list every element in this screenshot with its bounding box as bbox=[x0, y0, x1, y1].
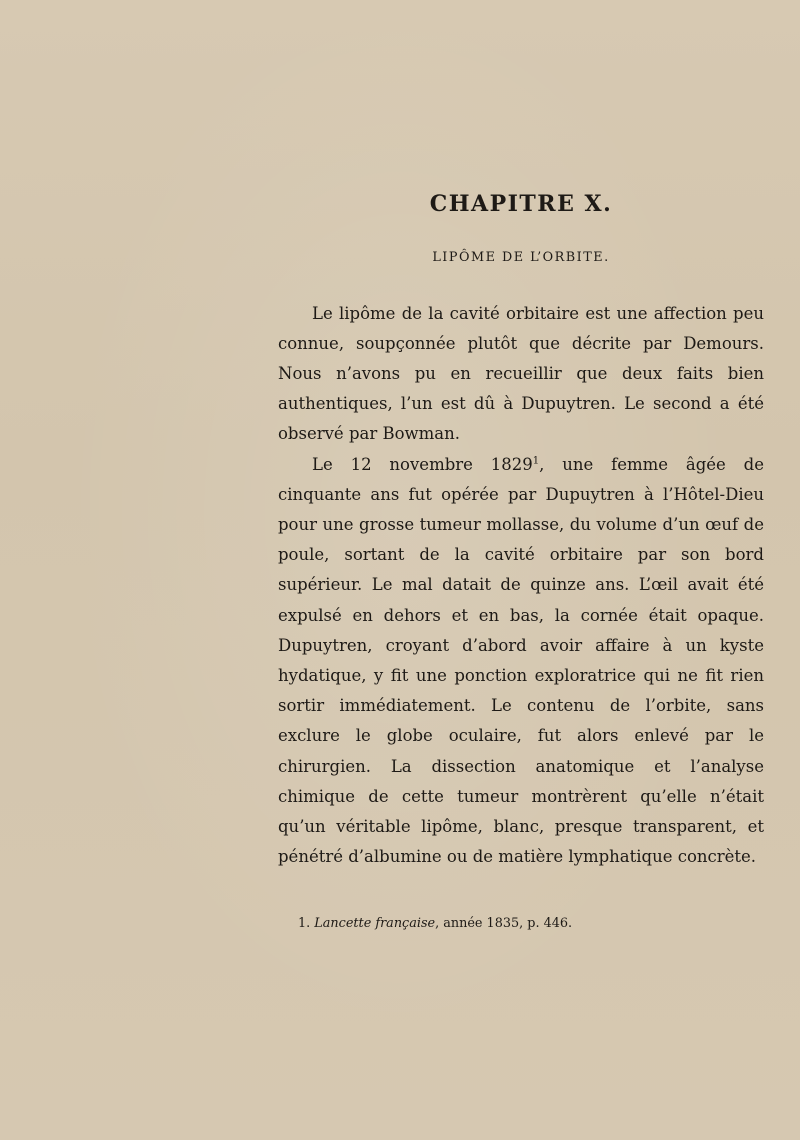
footnote-marker: 1. bbox=[298, 916, 311, 932]
footnote bbox=[278, 916, 764, 931]
body-text bbox=[278, 299, 764, 873]
paragraph-2 bbox=[278, 450, 764, 873]
paragraph-1: Le lipôme de la cavité orbitaire est une affection peu connue, soupçonnée plutôt que décrite par Demours. Nous n’avons pu en recueillir que deux faits bien authentiques, l’un est dû à Dupuytren. Le second a été observé par Bowman. bbox=[278, 303, 764, 444]
footnote-reference: 1 bbox=[532, 455, 540, 467]
chapter-title: CHAPITRE X. bbox=[429, 191, 613, 217]
section-title: LIPÔME DE L’ORBITE. bbox=[432, 250, 610, 266]
paragraph-2-start: Le 12 novembre 1829 bbox=[312, 454, 533, 474]
footnote-source: Lancette française bbox=[314, 916, 436, 932]
footnote-details: , année 1835, p. 446. bbox=[435, 916, 573, 932]
page-content bbox=[278, 192, 764, 931]
paragraph-2-rest: , une femme âgée de cinquante ans fut opérée par Dupuytren à l’Hôtel-Dieu pour une grosse tumeur mollasse, du volume d’un œuf de poule, sortant de la cavité orbitaire par son bord supérieur. Le mal datait de quinze ans. L’œil avait été expulsé en dehors et en bas, la cornée était opaque. Dupuytren, croyant d’abord avoir affaire à un kyste hydatique, y fit une ponction exploratrice qui ne fit rien sortir immédiatement. Le contenu de l’orbite, sans exclure le globe oculaire, fut alors enlevé par le chirurgien. La dissection anatomique et l’analyse chimique de cette tumeur montrèrent qu’elle n’était qu’un véritable lipôme, blanc, presque transparent, et pénétré d’albumine ou de matière lymphatique concrète. bbox=[278, 454, 764, 867]
